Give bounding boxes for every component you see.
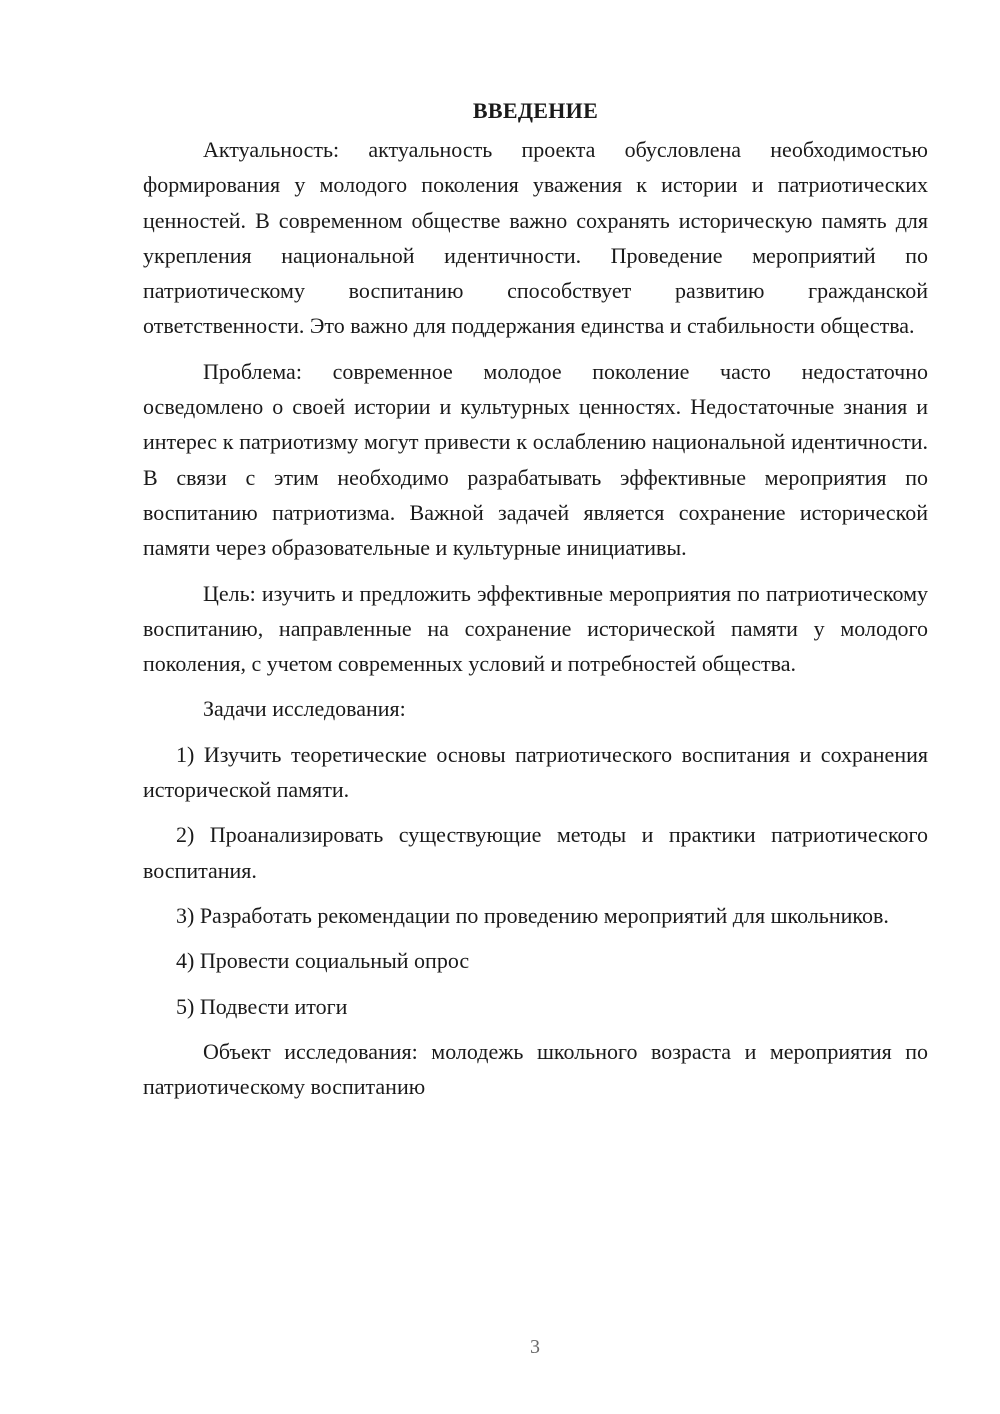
relevance-paragraph: Актуальность: актуальность проекта обусловлена необходимостью формирования у молодого поколения уважения к истории и патриотических ценностей. В современном обществе важно сохранять историческую память для укрепления национальной идентичности. Проведение мероприятий по патриотическому воспитанию способствует развитию гражданской ответственности. Это важно для поддержания единства и стабильности общества. — [143, 137, 928, 339]
document-body — [143, 96, 928, 1104]
task-item-1: 1) Изучить теоретические основы патриотического воспитания и сохранения исторической памяти. — [143, 741, 928, 803]
task-item-3: 3) Разработать рекомендации по проведению мероприятий для школьников. — [176, 902, 889, 928]
goal-paragraph: Цель: изучить и предложить эффективные мероприятия по патриотическому воспитанию, направленные на сохранение исторической памяти у молодого поколения, с учетом современных условий и потребностей общества. — [143, 580, 928, 677]
task-item-4: 4) Провести социальный опрос — [176, 948, 470, 974]
object-paragraph: Объект исследования: молодежь школьного возраста и мероприятия по патриотическому воспитанию — [143, 1038, 928, 1100]
problem-paragraph: Проблема: современное молодое поколение часто недостаточно осведомлено о своей истории и культурных ценностях. Недостаточные знания и интерес к патриотизму могут привести к ослаблению национальной идентичности. В связи с этим необходимо разрабатывать эффективные мероприятия по воспитанию патриотизма. Важной задачей является сохранение исторической памяти через образовательные и культурные инициативы. — [143, 358, 928, 561]
page-number: 3 — [530, 1336, 540, 1358]
section-title: ВВЕДЕНИЕ — [472, 98, 599, 123]
task-item-2: 2) Проанализировать существующие методы и практики патриотического воспитания. — [143, 822, 928, 883]
tasks-heading: Задачи исследования: — [203, 696, 406, 722]
task-item-5: 5) Подвести итоги — [176, 993, 348, 1019]
